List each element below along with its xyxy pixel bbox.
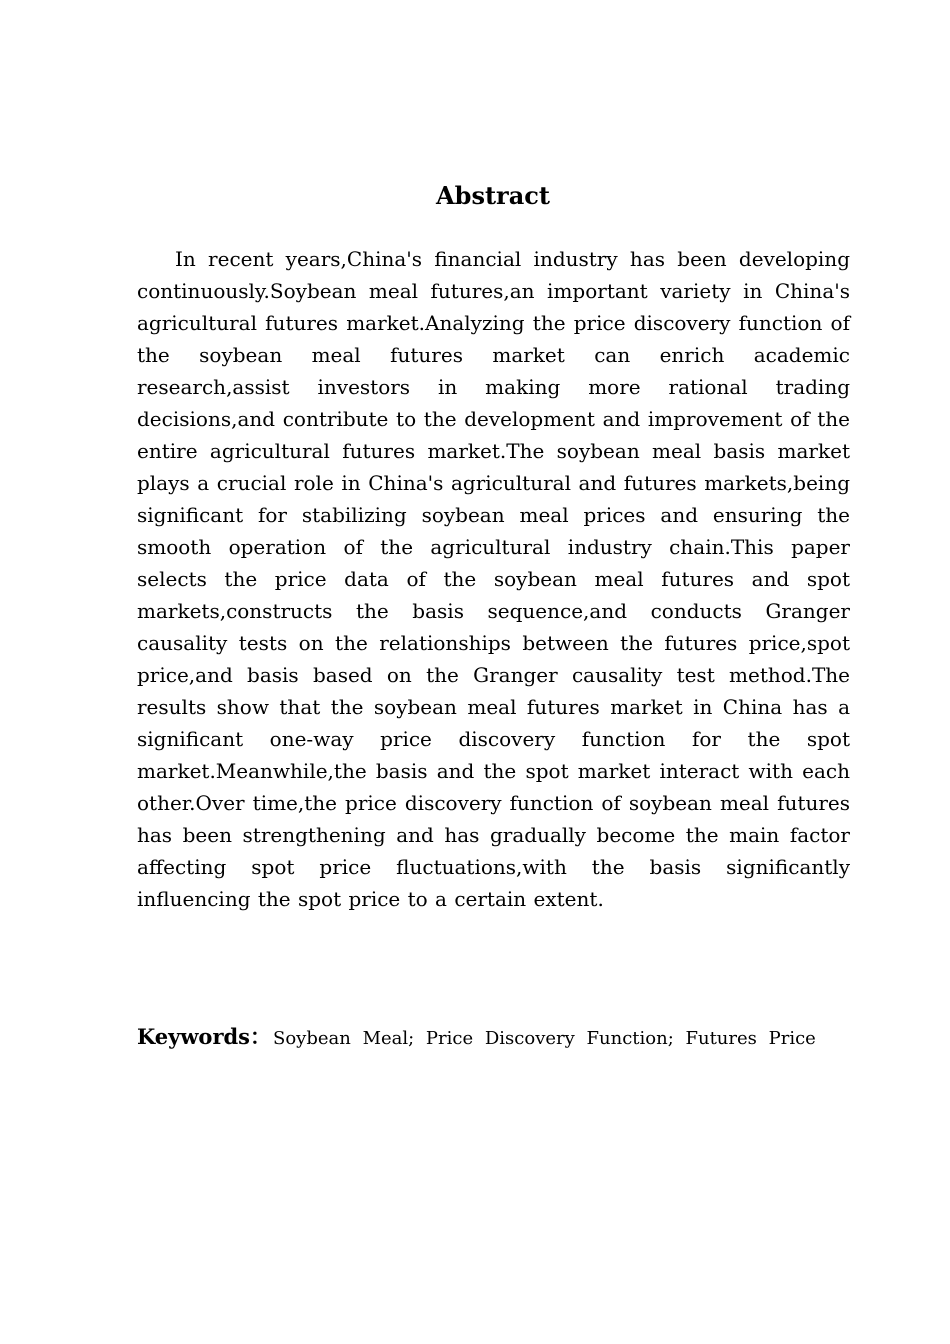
keywords-label: Keywords — [137, 1024, 251, 1049]
keywords-line — [137, 1022, 850, 1054]
abstract-title: Abstract — [436, 181, 550, 210]
keywords-value: Soybean Meal; Price Discovery Function; Futures Price — [273, 1028, 816, 1049]
keywords-separator: ： — [250, 1024, 272, 1049]
abstract-body-text: In recent years,China's financial industry has been developing continuously.Soybean meal futures,an important variety in China's agricultural futures market.Analyzing the price discovery function of the soybean meal futures market can enrich academic research,assist investors in making more rational trading decisions,and contribute to the development and improvement of the entire agricultural futures market.The soybean meal basis market plays a crucial role in China's agricultural and futures markets,being significant for stabilizing soybean meal prices and ensuring the smooth operation of the agricultural industry chain.This paper selects the price data of the soybean meal futures and spot markets,constructs the basis sequence,and conducts Granger causality tests on the relationships between the futures price,spot price,and basis based on the Granger causality test method.The results show that the soybean meal futures market in China has a significant one-way price discovery function for the spot market.Meanwhile,the basis and the spot market interact with each other.Over time,the price discovery function of soybean meal futures has been strengthening and has gradually become the main factor affecting spot price fluctuations,with the basis significantly influencing the spot price to a certain extent. — [137, 247, 850, 911]
